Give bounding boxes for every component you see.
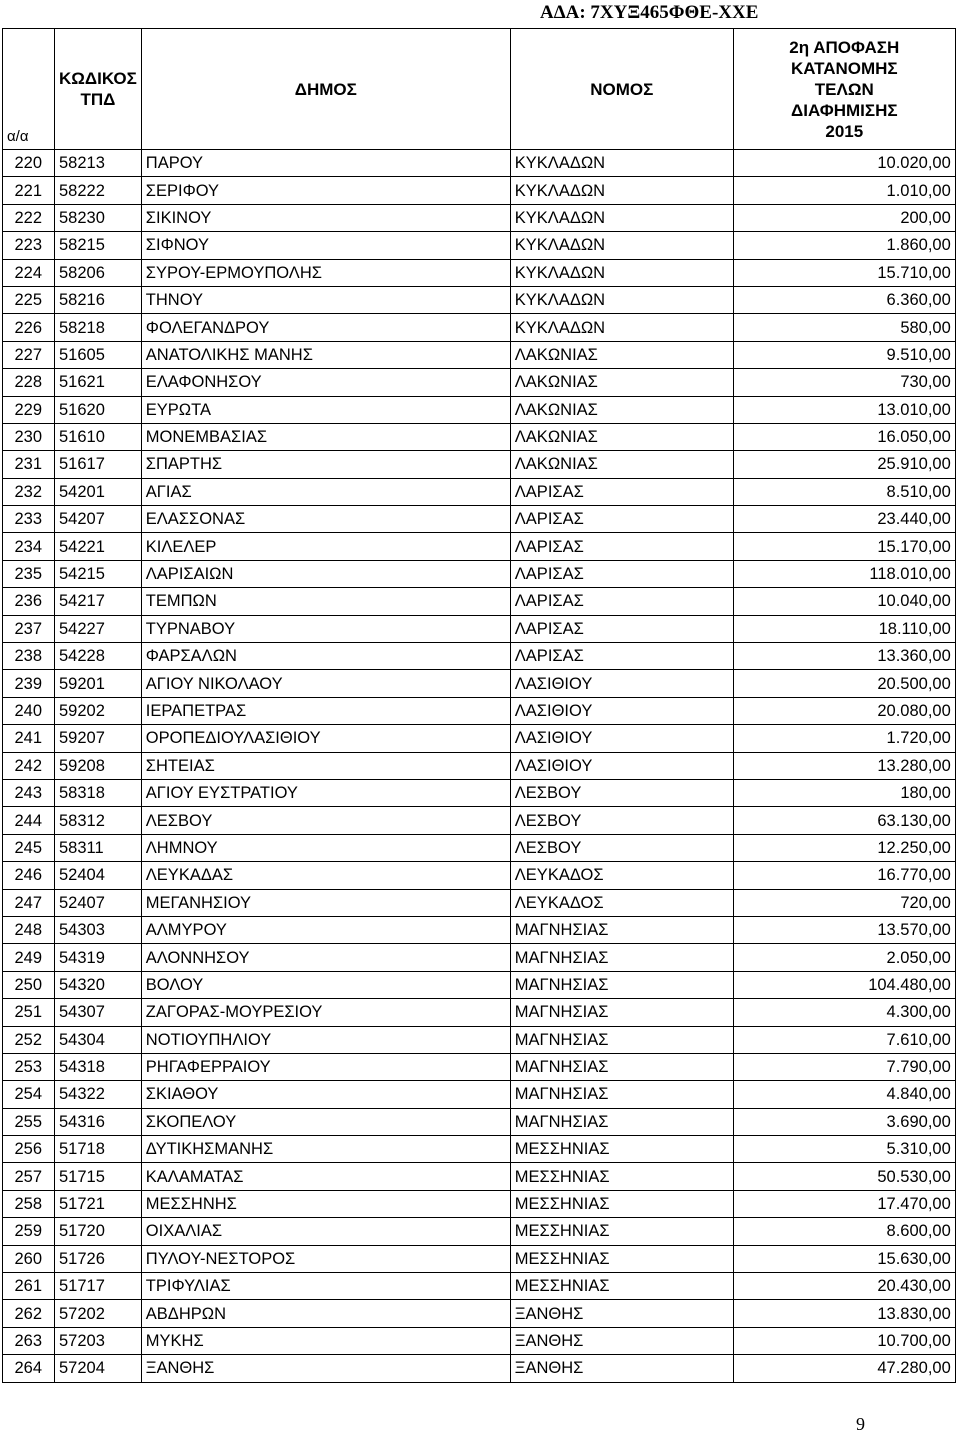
cell-nomos: ΛΕΥΚΑΔΟΣ — [510, 862, 733, 889]
cell-code: 51726 — [55, 1245, 142, 1272]
cell-nomos: ΞΑΝΘΗΣ — [510, 1300, 733, 1327]
table-row — [3, 971, 956, 998]
cell-amount: 1.860,00 — [733, 232, 955, 259]
cell-dimos: ΤΗΝΟΥ — [141, 286, 510, 313]
cell-code: 59208 — [55, 752, 142, 779]
cell-code: 58311 — [55, 834, 142, 861]
table-row — [3, 478, 956, 505]
ada-code: ΑΔΑ: 7ΧΥΞ465ΦΘΕ-ΧΧΕ — [540, 2, 759, 23]
table-row — [3, 944, 956, 971]
cell-aa: 261 — [3, 1273, 55, 1300]
cell-amount: 16.050,00 — [733, 423, 955, 450]
table-row — [3, 341, 956, 368]
table-body — [3, 150, 956, 1383]
cell-dimos: ΛΗΜΝΟΥ — [141, 834, 510, 861]
table-row — [3, 533, 956, 560]
cell-amount: 10.040,00 — [733, 588, 955, 615]
cell-nomos: ΛΑΣΙΘΙΟΥ — [510, 725, 733, 752]
cell-amount: 13.280,00 — [733, 752, 955, 779]
cell-nomos: ΛΑΡΙΣΑΣ — [510, 588, 733, 615]
cell-dimos: ΠΑΡΟΥ — [141, 150, 510, 177]
cell-nomos: ΜΑΓΝΗΣΙΑΣ — [510, 1108, 733, 1135]
cell-amount: 47.280,00 — [733, 1355, 955, 1382]
cell-code: 54304 — [55, 1026, 142, 1053]
table-row — [3, 150, 956, 177]
cell-dimos: ΛΕΣΒΟΥ — [141, 807, 510, 834]
cell-code: 54215 — [55, 560, 142, 587]
cell-nomos: ΜΑΓΝΗΣΙΑΣ — [510, 916, 733, 943]
cell-aa: 257 — [3, 1163, 55, 1190]
cell-amount: 17.470,00 — [733, 1190, 955, 1217]
table-row — [3, 1300, 956, 1327]
cell-code: 58206 — [55, 259, 142, 286]
cell-nomos: ΚΥΚΛΑΔΩΝ — [510, 232, 733, 259]
table-row — [3, 560, 956, 587]
cell-code: 51715 — [55, 1163, 142, 1190]
table-row — [3, 1136, 956, 1163]
cell-amount: 23.440,00 — [733, 506, 955, 533]
cell-amount: 180,00 — [733, 779, 955, 806]
cell-amount: 50.530,00 — [733, 1163, 955, 1190]
cell-dimos: ΒΟΛΟΥ — [141, 971, 510, 998]
table-row — [3, 588, 956, 615]
cell-amount: 118.010,00 — [733, 560, 955, 587]
cell-aa: 263 — [3, 1327, 55, 1354]
cell-code: 59207 — [55, 725, 142, 752]
cell-amount: 8.510,00 — [733, 478, 955, 505]
cell-nomos: ΚΥΚΛΑΔΩΝ — [510, 314, 733, 341]
header-amount — [733, 29, 955, 150]
cell-dimos: ΑΛΟΝΝΗΣΟΥ — [141, 944, 510, 971]
cell-code: 54217 — [55, 588, 142, 615]
cell-amount: 730,00 — [733, 369, 955, 396]
cell-nomos: ΛΑΚΩΝΙΑΣ — [510, 396, 733, 423]
header-amount-line1: 2η ΑΠΟΦΑΣΗ — [789, 37, 900, 57]
cell-amount: 18.110,00 — [733, 615, 955, 642]
table-row — [3, 670, 956, 697]
cell-dimos: ΑΓΙΑΣ — [141, 478, 510, 505]
cell-nomos: ΛΑΣΙΘΙΟΥ — [510, 697, 733, 724]
cell-amount: 10.020,00 — [733, 150, 955, 177]
table-row — [3, 862, 956, 889]
cell-aa: 262 — [3, 1300, 55, 1327]
cell-amount: 15.630,00 — [733, 1245, 955, 1272]
cell-code: 54318 — [55, 1053, 142, 1080]
cell-amount: 2.050,00 — [733, 944, 955, 971]
cell-dimos: ΙΕΡΑΠΕΤΡΑΣ — [141, 697, 510, 724]
cell-code: 59202 — [55, 697, 142, 724]
cell-code: 54207 — [55, 506, 142, 533]
cell-code: 51610 — [55, 423, 142, 450]
cell-code: 51617 — [55, 451, 142, 478]
cell-dimos: ΣΙΦΝΟΥ — [141, 232, 510, 259]
cell-dimos: ΝΟΤΙΟΥΠΗΛΙΟΥ — [141, 1026, 510, 1053]
cell-nomos: ΛΕΥΚΑΔΟΣ — [510, 889, 733, 916]
cell-aa: 252 — [3, 1026, 55, 1053]
cell-code: 51620 — [55, 396, 142, 423]
cell-code: 54201 — [55, 478, 142, 505]
cell-amount: 1.010,00 — [733, 177, 955, 204]
table-row — [3, 1190, 956, 1217]
cell-code: 51605 — [55, 341, 142, 368]
cell-dimos: ΣΙΚΙΝΟΥ — [141, 204, 510, 231]
cell-aa: 238 — [3, 643, 55, 670]
cell-nomos: ΛΑΚΩΝΙΑΣ — [510, 341, 733, 368]
cell-amount: 104.480,00 — [733, 971, 955, 998]
cell-amount: 4.300,00 — [733, 999, 955, 1026]
cell-dimos: ΑΓΙΟΥ ΕΥΣΤΡΑΤΙΟΥ — [141, 779, 510, 806]
cell-dimos: ΣΚΙΑΘΟΥ — [141, 1081, 510, 1108]
cell-dimos: ΑΝΑΤΟΛΙΚΗΣ ΜΑΝΗΣ — [141, 341, 510, 368]
cell-dimos: ΜΟΝΕΜΒΑΣΙΑΣ — [141, 423, 510, 450]
cell-aa: 232 — [3, 478, 55, 505]
cell-amount: 1.720,00 — [733, 725, 955, 752]
table-header — [3, 29, 956, 150]
table-row — [3, 1355, 956, 1382]
cell-dimos: ΑΛΜΥΡΟΥ — [141, 916, 510, 943]
cell-dimos: ΔΥΤΙΚΗΣΜΑΝΗΣ — [141, 1136, 510, 1163]
cell-aa: 244 — [3, 807, 55, 834]
cell-dimos: ΖΑΓΟΡΑΣ-ΜΟΥΡΕΣΙΟΥ — [141, 999, 510, 1026]
header-code-line1: ΚΩΔΙΚΟΣ — [59, 69, 137, 88]
cell-nomos: ΜΕΣΣΗΝΙΑΣ — [510, 1218, 733, 1245]
cell-code: 58216 — [55, 286, 142, 313]
cell-aa: 239 — [3, 670, 55, 697]
table-row — [3, 889, 956, 916]
cell-dimos: ΣΥΡΟΥ-ΕΡΜΟΥΠΟΛΗΣ — [141, 259, 510, 286]
cell-dimos: ΣΕΡΙΦΟΥ — [141, 177, 510, 204]
cell-code: 51720 — [55, 1218, 142, 1245]
cell-code: 58215 — [55, 232, 142, 259]
cell-aa: 254 — [3, 1081, 55, 1108]
cell-aa: 230 — [3, 423, 55, 450]
cell-aa: 246 — [3, 862, 55, 889]
header-amount-line2: ΚΑΤΑΝΟΜΗΣ — [790, 58, 898, 78]
cell-code: 54319 — [55, 944, 142, 971]
cell-dimos: ΤΕΜΠΩΝ — [141, 588, 510, 615]
cell-dimos: ΛΑΡΙΣΑΙΩΝ — [141, 560, 510, 587]
cell-code: 57204 — [55, 1355, 142, 1382]
cell-aa: 228 — [3, 369, 55, 396]
table-row — [3, 752, 956, 779]
cell-nomos: ΛΕΣΒΟΥ — [510, 807, 733, 834]
cell-nomos: ΚΥΚΛΑΔΩΝ — [510, 150, 733, 177]
cell-amount: 7.790,00 — [733, 1053, 955, 1080]
table-row — [3, 725, 956, 752]
cell-aa: 260 — [3, 1245, 55, 1272]
cell-aa: 251 — [3, 999, 55, 1026]
cell-amount: 63.130,00 — [733, 807, 955, 834]
cell-amount: 12.250,00 — [733, 834, 955, 861]
cell-code: 51721 — [55, 1190, 142, 1217]
cell-code: 54322 — [55, 1081, 142, 1108]
cell-dimos: ΣΗΤΕΙΑΣ — [141, 752, 510, 779]
cell-aa: 253 — [3, 1053, 55, 1080]
cell-dimos: ΦΑΡΣΑΛΩΝ — [141, 643, 510, 670]
cell-code: 54307 — [55, 999, 142, 1026]
table-row — [3, 779, 956, 806]
cell-aa: 240 — [3, 697, 55, 724]
cell-nomos: ΛΑΡΙΣΑΣ — [510, 615, 733, 642]
cell-nomos: ΛΑΚΩΝΙΑΣ — [510, 423, 733, 450]
cell-aa: 236 — [3, 588, 55, 615]
cell-amount: 3.690,00 — [733, 1108, 955, 1135]
cell-amount: 5.310,00 — [733, 1136, 955, 1163]
cell-nomos: ΛΑΣΙΘΙΟΥ — [510, 670, 733, 697]
table-row — [3, 1108, 956, 1135]
header-dimos: ΔΗΜΟΣ — [141, 29, 510, 150]
cell-nomos: ΛΑΡΙΣΑΣ — [510, 533, 733, 560]
cell-nomos: ΛΑΡΙΣΑΣ — [510, 560, 733, 587]
cell-nomos: ΜΑΓΝΗΣΙΑΣ — [510, 944, 733, 971]
header-amount-line5: 2015 — [825, 121, 864, 141]
cell-aa: 226 — [3, 314, 55, 341]
cell-code: 52404 — [55, 862, 142, 889]
cell-nomos: ΚΥΚΛΑΔΩΝ — [510, 204, 733, 231]
cell-code: 58218 — [55, 314, 142, 341]
cell-amount: 20.500,00 — [733, 670, 955, 697]
cell-dimos: ΜΕΓΑΝΗΣΙΟΥ — [141, 889, 510, 916]
header-amount-line3: ΤΕΛΩΝ — [814, 79, 874, 99]
cell-aa: 237 — [3, 615, 55, 642]
header-aa: α/α — [3, 29, 55, 150]
cell-aa: 256 — [3, 1136, 55, 1163]
cell-amount: 13.570,00 — [733, 916, 955, 943]
cell-code: 51718 — [55, 1136, 142, 1163]
cell-aa: 222 — [3, 204, 55, 231]
cell-amount: 13.360,00 — [733, 643, 955, 670]
cell-dimos: ΚΑΛΑΜΑΤΑΣ — [141, 1163, 510, 1190]
cell-nomos: ΚΥΚΛΑΔΩΝ — [510, 177, 733, 204]
cell-aa: 250 — [3, 971, 55, 998]
page-number: 9 — [856, 1414, 865, 1434]
cell-code: 54320 — [55, 971, 142, 998]
cell-aa: 247 — [3, 889, 55, 916]
cell-nomos: ΛΑΣΙΘΙΟΥ — [510, 752, 733, 779]
cell-code: 59201 — [55, 670, 142, 697]
table-row — [3, 1273, 956, 1300]
cell-code: 57202 — [55, 1300, 142, 1327]
cell-aa: 227 — [3, 341, 55, 368]
cell-code: 54221 — [55, 533, 142, 560]
cell-aa: 241 — [3, 725, 55, 752]
cell-nomos: ΜΕΣΣΗΝΙΑΣ — [510, 1245, 733, 1272]
cell-code: 54316 — [55, 1108, 142, 1135]
cell-dimos: ΕΛΑΣΣΟΝΑΣ — [141, 506, 510, 533]
table-row — [3, 697, 956, 724]
table-row — [3, 369, 956, 396]
cell-code: 51717 — [55, 1273, 142, 1300]
cell-code: 52407 — [55, 889, 142, 916]
cell-code: 58318 — [55, 779, 142, 806]
table-row — [3, 204, 956, 231]
cell-nomos: ΜΑΓΝΗΣΙΑΣ — [510, 1053, 733, 1080]
table-row — [3, 615, 956, 642]
cell-code: 58230 — [55, 204, 142, 231]
cell-dimos: ΟΙΧΑΛΙΑΣ — [141, 1218, 510, 1245]
cell-nomos: ΛΕΣΒΟΥ — [510, 779, 733, 806]
table-row — [3, 506, 956, 533]
cell-nomos: ΜΑΓΝΗΣΙΑΣ — [510, 999, 733, 1026]
cell-amount: 25.910,00 — [733, 451, 955, 478]
cell-aa: 255 — [3, 1108, 55, 1135]
cell-code: 58312 — [55, 807, 142, 834]
cell-aa: 235 — [3, 560, 55, 587]
table-row — [3, 1327, 956, 1354]
cell-aa: 249 — [3, 944, 55, 971]
cell-aa: 231 — [3, 451, 55, 478]
header-code — [55, 29, 142, 150]
cell-amount: 13.010,00 — [733, 396, 955, 423]
cell-dimos: ΜΕΣΣΗΝΗΣ — [141, 1190, 510, 1217]
cell-nomos: ΞΑΝΘΗΣ — [510, 1355, 733, 1382]
table-row — [3, 177, 956, 204]
cell-dimos: ΣΚΟΠΕΛΟΥ — [141, 1108, 510, 1135]
table-row — [3, 1218, 956, 1245]
cell-nomos: ΜΑΓΝΗΣΙΑΣ — [510, 971, 733, 998]
cell-nomos: ΜΕΣΣΗΝΙΑΣ — [510, 1273, 733, 1300]
cell-amount: 20.430,00 — [733, 1273, 955, 1300]
cell-amount: 200,00 — [733, 204, 955, 231]
table-row — [3, 643, 956, 670]
cell-nomos: ΛΑΚΩΝΙΑΣ — [510, 369, 733, 396]
cell-dimos: ΚΙΛΕΛΕΡ — [141, 533, 510, 560]
table-row — [3, 807, 956, 834]
cell-nomos: ΛΕΣΒΟΥ — [510, 834, 733, 861]
cell-aa: 259 — [3, 1218, 55, 1245]
cell-nomos: ΛΑΡΙΣΑΣ — [510, 506, 733, 533]
cell-amount: 9.510,00 — [733, 341, 955, 368]
table-row — [3, 396, 956, 423]
cell-code: 57203 — [55, 1327, 142, 1354]
cell-nomos: ΚΥΚΛΑΔΩΝ — [510, 286, 733, 313]
cell-nomos: ΛΑΡΙΣΑΣ — [510, 643, 733, 670]
cell-amount: 16.770,00 — [733, 862, 955, 889]
table-row — [3, 286, 956, 313]
cell-amount: 720,00 — [733, 889, 955, 916]
cell-nomos: ΛΑΚΩΝΙΑΣ — [510, 451, 733, 478]
cell-dimos: ΜΥΚΗΣ — [141, 1327, 510, 1354]
cell-amount: 15.710,00 — [733, 259, 955, 286]
cell-amount: 580,00 — [733, 314, 955, 341]
cell-dimos: ΛΕΥΚΑΔΑΣ — [141, 862, 510, 889]
cell-amount: 7.610,00 — [733, 1026, 955, 1053]
cell-code: 54303 — [55, 916, 142, 943]
cell-aa: 221 — [3, 177, 55, 204]
cell-dimos: ΠΥΛΟΥ-ΝΕΣΤΟΡΟΣ — [141, 1245, 510, 1272]
cell-nomos: ΛΑΡΙΣΑΣ — [510, 478, 733, 505]
cell-aa: 258 — [3, 1190, 55, 1217]
cell-amount: 13.830,00 — [733, 1300, 955, 1327]
cell-nomos: ΚΥΚΛΑΔΩΝ — [510, 259, 733, 286]
cell-aa: 243 — [3, 779, 55, 806]
table-row — [3, 1163, 956, 1190]
header-nomos: ΝΟΜΟΣ — [510, 29, 733, 150]
cell-code: 58213 — [55, 150, 142, 177]
table-row — [3, 999, 956, 1026]
cell-amount: 15.170,00 — [733, 533, 955, 560]
table-row — [3, 1245, 956, 1272]
cell-aa: 234 — [3, 533, 55, 560]
cell-dimos: ΞΑΝΘΗΣ — [141, 1355, 510, 1382]
cell-nomos: ΜΕΣΣΗΝΙΑΣ — [510, 1136, 733, 1163]
cell-amount: 10.700,00 — [733, 1327, 955, 1354]
cell-amount: 8.600,00 — [733, 1218, 955, 1245]
table-row — [3, 423, 956, 450]
table-row — [3, 1081, 956, 1108]
cell-aa: 264 — [3, 1355, 55, 1382]
cell-code: 54228 — [55, 643, 142, 670]
cell-dimos: ΑΒΔΗΡΩΝ — [141, 1300, 510, 1327]
cell-dimos: ΣΠΑΡΤΗΣ — [141, 451, 510, 478]
cell-aa: 233 — [3, 506, 55, 533]
cell-amount: 20.080,00 — [733, 697, 955, 724]
cell-amount: 6.360,00 — [733, 286, 955, 313]
cell-dimos: ΕΥΡΩΤΑ — [141, 396, 510, 423]
cell-nomos: ΜΕΣΣΗΝΙΑΣ — [510, 1190, 733, 1217]
header-code-line2: ΤΠΔ — [80, 90, 116, 109]
table-row — [3, 1053, 956, 1080]
table-row — [3, 451, 956, 478]
cell-dimos: ΕΛΑΦΟΝΗΣΟΥ — [141, 369, 510, 396]
cell-dimos: ΡΗΓΑΦΕΡΡΑΙΟΥ — [141, 1053, 510, 1080]
cell-code: 58222 — [55, 177, 142, 204]
header-amount-line4: ΔΙΑΦΗΜΙΣΗΣ — [791, 100, 898, 120]
cell-aa: 220 — [3, 150, 55, 177]
cell-dimos: ΟΡΟΠΕΔΙΟΥΛΑΣΙΘΙΟΥ — [141, 725, 510, 752]
cell-aa: 245 — [3, 834, 55, 861]
cell-nomos: ΜΕΣΣΗΝΙΑΣ — [510, 1163, 733, 1190]
cell-aa: 242 — [3, 752, 55, 779]
cell-amount: 4.840,00 — [733, 1081, 955, 1108]
cell-code: 51621 — [55, 369, 142, 396]
table-row — [3, 259, 956, 286]
cell-code: 54227 — [55, 615, 142, 642]
cell-nomos: ΜΑΓΝΗΣΙΑΣ — [510, 1081, 733, 1108]
table-row — [3, 314, 956, 341]
cell-dimos: ΤΥΡΝΑΒΟΥ — [141, 615, 510, 642]
cell-dimos: ΤΡΙΦΥΛΙΑΣ — [141, 1273, 510, 1300]
table-row — [3, 834, 956, 861]
table-row — [3, 916, 956, 943]
cell-aa: 225 — [3, 286, 55, 313]
allocation-table — [2, 28, 956, 1383]
cell-nomos: ΞΑΝΘΗΣ — [510, 1327, 733, 1354]
cell-dimos: ΦΟΛΕΓΑΝΔΡΟΥ — [141, 314, 510, 341]
cell-nomos: ΜΑΓΝΗΣΙΑΣ — [510, 1026, 733, 1053]
cell-aa: 224 — [3, 259, 55, 286]
table-row — [3, 1026, 956, 1053]
cell-dimos: ΑΓΙΟΥ ΝΙΚΟΛΑΟΥ — [141, 670, 510, 697]
cell-aa: 229 — [3, 396, 55, 423]
table-row — [3, 232, 956, 259]
cell-aa: 248 — [3, 916, 55, 943]
cell-aa: 223 — [3, 232, 55, 259]
